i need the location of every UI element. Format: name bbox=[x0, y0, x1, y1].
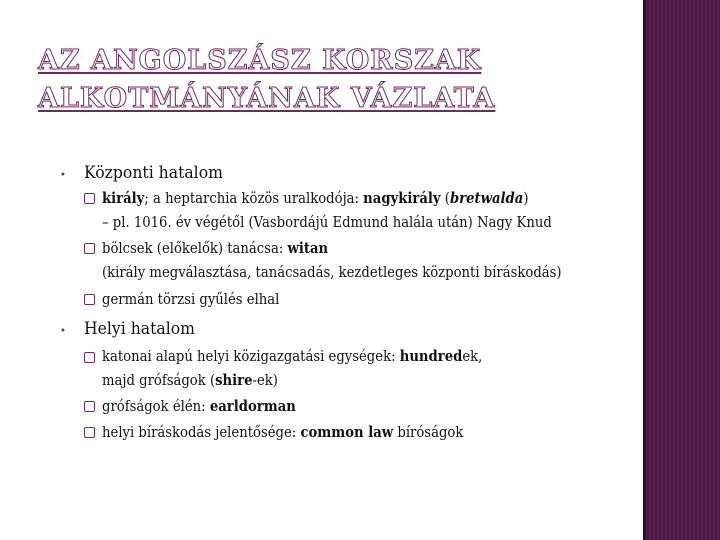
section-bullet-icon: • bbox=[60, 326, 66, 337]
item-line: helyi bíráskodás jelentősége: common law bíróságok bbox=[102, 423, 464, 441]
item-line: király; a heptarchia közös uralkodója: nagykirály (bretwalda) bbox=[102, 189, 529, 207]
checkbox-bullet-icon bbox=[84, 193, 95, 204]
section-bullet-icon: • bbox=[60, 170, 66, 181]
item-line: majd grófságok (shire-ek) bbox=[102, 371, 278, 389]
checkbox-bullet-icon bbox=[84, 243, 95, 254]
item-line: katonai alapú helyi közigazgatási egységek: hundredek, bbox=[102, 347, 483, 365]
title-line-2: ALKOTMÁNYÁNAK VÁZLATA bbox=[38, 83, 496, 114]
item-line: germán törzsi gyűlés elhal bbox=[102, 290, 280, 308]
checkbox-bullet-icon bbox=[84, 352, 95, 363]
item-line: – pl. 1016. év végétől (Vasbordájú Edmund halála után) Nagy Knud bbox=[102, 213, 552, 231]
item-line: (király megválasztása, tanácsadás, kezdetleges központi bíráskodás) bbox=[102, 263, 562, 281]
item-line: grófságok élén: earldorman bbox=[102, 397, 296, 415]
checkbox-bullet-icon bbox=[84, 294, 95, 305]
section-heading-central: Központi hatalom bbox=[84, 163, 223, 183]
checkbox-bullet-icon bbox=[84, 427, 95, 438]
title-line-1: AZ ANGOLSZÁSZ KORSZAK bbox=[38, 45, 482, 76]
item-line: bölcsek (előkelők) tanácsa: witan bbox=[102, 239, 329, 257]
section-heading-local: Helyi hatalom bbox=[84, 319, 195, 339]
decorative-sidebar bbox=[643, 0, 720, 540]
checkbox-bullet-icon bbox=[84, 401, 95, 412]
